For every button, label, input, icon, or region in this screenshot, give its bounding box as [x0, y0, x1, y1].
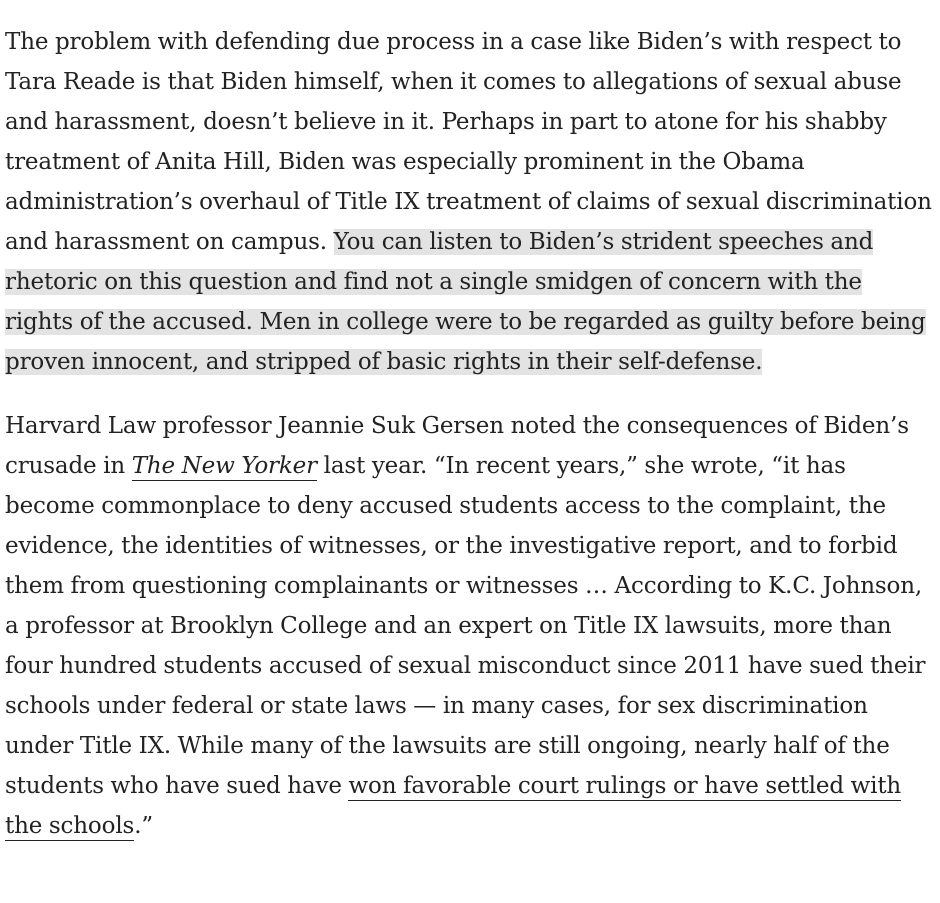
- paragraph-2-text-start: Harvard Law professor Jeannie Suk Gersen noted the consequences of Biden’s crusade in: [5, 413, 909, 479]
- paragraph-1-text: The problem with defending due process in a case like Biden’s with respect to Tara Reade is that Biden himself, when it comes to allegations of sexual abuse and harassment, doesn’t believe in it. Perhaps in part to atone for his shabby treatment of Anita Hill, Biden was especially prominent in the Obama administration’s overhaul of Title IX treatment of claims of sexual discrimination and harassment on campus.: [5, 29, 932, 255]
- highlighted-passage[interactable]: You can listen to Biden’s strident speeches and rhetoric on this question and find not a single smidgen of concern with the rights of the accused. Men in college were to be regarded as guilty before being proven innocent, and stripped of basic rights in their self-defense.: [5, 229, 926, 375]
- paragraph-2-text-end: .”: [134, 813, 153, 839]
- paragraph-gersen-quote: [5, 406, 935, 846]
- court-rulings-link[interactable]: won favorable court rulings or have settled with the schools: [5, 773, 902, 839]
- paragraph-2-text-middle: last year. “In recent years,” she wrote, “it has become commonplace to deny accused students access to the complaint, the evidence, the identities of witnesses, or the investigative report, and to forbid them from questioning complainants or witnesses … According to K.C. Johnson, a professor at Brooklyn College and an expert on Title IX lawsuits, more than four hundred students accused of sexual misconduct since 2011 have sued their schools under federal or state laws — in many cases, for sex discrimination under Title IX. While many of the lawsuits are still ongoing, nearly half of the students who have sued have: [5, 453, 926, 799]
- new-yorker-link[interactable]: [132, 453, 317, 481]
- paragraph-due-process: [5, 22, 935, 382]
- article-body: [5, 22, 935, 846]
- new-yorker-link-label: The New Yorker: [131, 453, 317, 479]
